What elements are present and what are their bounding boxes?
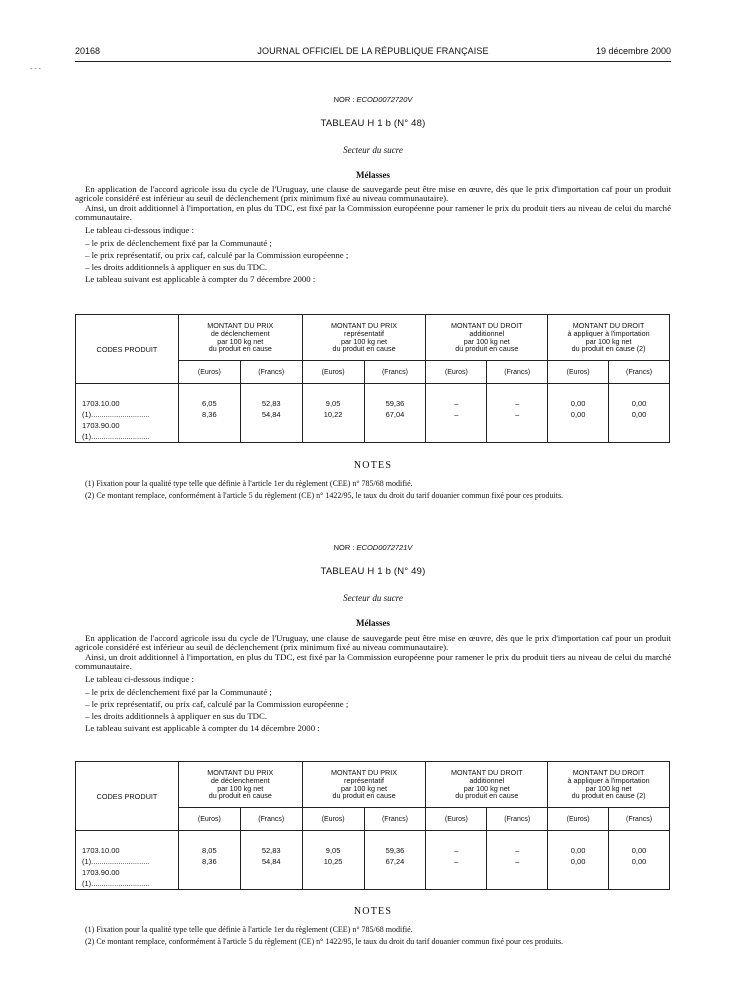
paragraph: Ainsi, un droit additionnel à l'importation, en plus du TDC, est fixé par la Commission européenne pour ramener le prix du produit tiers au niveau de celui du marché communautaire.: [75, 651, 671, 671]
margin-mark: - - -: [30, 66, 41, 73]
list-item: – le prix représentatif, ou prix caf, calculé par la Commission européenne ;: [85, 698, 349, 709]
paragraph: En application de l'accord agricole issu du cycle de l'Uruguay, une clause de sauvegarde peut être mise en œuvre, dès que le prix d'importation caf pour un produit agricole considéré est inférieur au seuil de déclenchement (prix minimum fixé au niveau communautaire).: [75, 633, 671, 653]
journal-title: JOURNAL OFFICIEL DE LA RÉPUBLIQUE FRANÇAISE: [257, 46, 489, 56]
value-cell: [178, 384, 240, 443]
applicable-date: Le tableau suivant est applicable à compter du 14 décembre 2000 :: [85, 723, 320, 734]
nor-reference-2: [75, 543, 671, 552]
value: –: [454, 857, 459, 866]
unit-cell: (Francs): [240, 808, 302, 831]
list-item: – le prix représentatif, ou prix caf, calculé par la Commission européenne ;: [85, 249, 349, 260]
value-cell: [609, 384, 670, 443]
unit-cell: (Euros): [302, 808, 364, 831]
unit-cell: (Francs): [487, 808, 548, 831]
group-header-representative-price: MONTANT DU PRIX représentatif par 100 kg net du produit en cause: [302, 762, 426, 808]
value: –: [515, 410, 520, 419]
value: 59,36: [385, 846, 405, 855]
value: 52,83: [261, 846, 281, 855]
applicable-date: Le tableau suivant est applicable à compter du 7 décembre 2000 :: [85, 274, 316, 285]
value: 8,36: [202, 410, 217, 419]
value: 1703.10.00 (1)............................: [82, 399, 150, 419]
value: 1703.10.00 (1)............................: [82, 846, 150, 866]
product-heading: Mélasses: [356, 618, 390, 628]
paragraph: En application de l'accord agricole issu du cycle de l'Uruguay, une clause de sauvegarde peut être mise en œuvre, dès que le prix d'importation caf pour un produit agricole considéré est inférieur au seuil de déclenchement (prix minimum fixé au niveau communautaire).: [75, 184, 671, 204]
note: (1) Fixation pour la qualité type telle que définie à l'article 1er du règlement (CEE) n° 785/68 modifié.: [85, 479, 413, 488]
value: 10,22: [323, 410, 343, 419]
value-cell: [609, 831, 670, 890]
value-cell: [240, 384, 302, 443]
note: (2) Ce montant remplace, conformément à l'article 5 du règlement (CE) n° 1422/95, le taux du droit du tarif douanier commun fixé pour ces produits.: [85, 937, 564, 946]
tableau-title-1: [75, 118, 671, 129]
value: 67,24: [385, 857, 405, 866]
header-rule: [75, 61, 671, 62]
value: 0,00: [631, 410, 647, 419]
tableau-title: TABLEAU H 1 b (N° 48): [320, 118, 426, 129]
product-1: [75, 170, 671, 180]
page-header: [75, 46, 671, 60]
value: 0,00: [631, 857, 647, 866]
note: (2) Ce montant remplace, conformément à l'article 5 du règlement (CE) n° 1422/95, le taux du droit du tarif douanier commun fixé pour ces produits.: [85, 491, 564, 500]
value: 67,04: [385, 410, 405, 419]
unit-cell: (Francs): [609, 361, 670, 384]
value: 0,00: [570, 857, 586, 866]
group-header-import-duty: MONTANT DU DROIT à appliquer à l'importation par 100 kg net du produit en cause (2): [548, 762, 670, 808]
body-text-1: [75, 185, 671, 285]
value: 0,00: [631, 846, 647, 855]
value: 10,25: [323, 857, 343, 866]
value-cell: [426, 384, 487, 443]
product-heading: Mélasses: [356, 170, 390, 180]
value: –: [454, 410, 459, 419]
list-intro: Le tableau ci-dessous indique :: [85, 225, 194, 236]
value: 54,84: [261, 410, 281, 419]
value-cell: [302, 384, 364, 443]
value-cell: [487, 831, 548, 890]
value: 6,05: [202, 399, 217, 408]
group-header-additional-duty: MONTANT DU DROIT additionnel par 100 kg net du produit en cause: [426, 315, 548, 361]
value: 1703.90.00 (1)............................: [82, 421, 150, 441]
body-text-2: [75, 634, 671, 734]
unit-cell: (Francs): [487, 361, 548, 384]
price-table-2: [75, 761, 670, 890]
value: –: [454, 399, 459, 408]
secteur-label: Secteur du sucre: [343, 145, 403, 155]
nor-label: NOR :: [333, 543, 355, 552]
notes-title: NOTES: [353, 906, 393, 917]
unit-cell: (Francs): [609, 808, 670, 831]
value: 9,05: [325, 846, 341, 855]
unit-cell: (Francs): [240, 361, 302, 384]
unit-cell: (Euros): [426, 808, 487, 831]
value-cell: [487, 384, 548, 443]
secteur-1: [75, 145, 671, 155]
value: 1703.90.00 (1)............................: [82, 868, 150, 888]
nor-reference-1: [75, 95, 671, 104]
unit-cell: (Euros): [548, 361, 609, 384]
publication-date: 19 décembre 2000: [595, 46, 671, 56]
value: 8,36: [202, 857, 217, 866]
secteur-label: Secteur du sucre: [343, 593, 403, 603]
unit-cell: (Francs): [364, 808, 426, 831]
value: 59,36: [385, 399, 405, 408]
value: 54,84: [261, 857, 281, 866]
value: 52,83: [261, 399, 281, 408]
value: 9,05: [325, 399, 341, 408]
price-table-1: [75, 314, 670, 443]
product-2: [75, 618, 671, 628]
codes-header: CODES PRODUIT: [76, 315, 179, 384]
group-header-trigger-price: MONTANT DU PRIX de déclenchement par 100 kg net du produit en cause: [178, 762, 302, 808]
group-header-trigger-price: MONTANT DU PRIX de déclenchement par 100 kg net du produit en cause: [178, 315, 302, 361]
table-values-row: [76, 384, 670, 443]
value-cell: [178, 831, 240, 890]
value-cell: [240, 831, 302, 890]
unit-cell: (Euros): [426, 361, 487, 384]
paragraph: Ainsi, un droit additionnel à l'importation, en plus du TDC, est fixé par la Commission européenne pour ramener le prix du produit tiers au niveau de celui du marché communautaire.: [75, 202, 671, 222]
value-cell: [426, 831, 487, 890]
unit-cell: (Francs): [364, 361, 426, 384]
notes-block-2: [75, 906, 671, 946]
product-codes-cell: [76, 831, 179, 890]
tableau-title: TABLEAU H 1 b (N° 49): [320, 566, 426, 577]
value: –: [515, 857, 520, 866]
notes-title: NOTES: [353, 460, 393, 471]
value-cell: [548, 384, 609, 443]
value-cell: [548, 831, 609, 890]
value: 0,00: [570, 399, 586, 408]
value: –: [454, 846, 459, 855]
notes-block-1: [75, 460, 671, 500]
secteur-2: [75, 593, 671, 603]
list-item: – les droits additionnels à appliquer en sus du TDC.: [85, 261, 268, 272]
tableau-title-2: [75, 566, 671, 577]
list-intro: Le tableau ci-dessous indique :: [85, 674, 194, 685]
group-header-additional-duty: MONTANT DU DROIT additionnel par 100 kg net du produit en cause: [426, 762, 548, 808]
value-cell: [364, 384, 426, 443]
value-cell: [364, 831, 426, 890]
page-number: 20168: [75, 46, 101, 56]
value: –: [515, 846, 520, 855]
nor-code: ECOD0072720V: [356, 95, 413, 104]
unit-cell: (Euros): [548, 808, 609, 831]
group-header-representative-price: MONTANT DU PRIX représentatif par 100 kg net du produit en cause: [302, 315, 426, 361]
unit-cell: (Euros): [302, 361, 364, 384]
codes-header: CODES PRODUIT: [76, 762, 179, 831]
value: –: [515, 399, 520, 408]
value: 0,00: [570, 846, 586, 855]
value-cell: [302, 831, 364, 890]
value: 0,00: [570, 410, 586, 419]
nor-label: NOR :: [333, 95, 355, 104]
list-item: – le prix de déclenchement fixé par la Communauté ;: [85, 686, 272, 697]
unit-cell: (Euros): [178, 361, 240, 384]
unit-cell: (Euros): [178, 808, 240, 831]
group-header-import-duty: MONTANT DU DROIT à appliquer à l'importation par 100 kg net du produit en cause (2): [548, 315, 670, 361]
product-codes-cell: [76, 384, 179, 443]
note: (1) Fixation pour la qualité type telle que définie à l'article 1er du règlement (CEE) n° 785/68 modifié.: [85, 925, 413, 934]
list-item: – le prix de déclenchement fixé par la Communauté ;: [85, 237, 272, 248]
nor-code: ECOD0072721V: [356, 543, 413, 552]
table-values-row: [76, 831, 670, 890]
value: 8,05: [202, 846, 217, 855]
list-item: – les droits additionnels à appliquer en sus du TDC.: [85, 710, 268, 721]
value: 0,00: [631, 399, 647, 408]
